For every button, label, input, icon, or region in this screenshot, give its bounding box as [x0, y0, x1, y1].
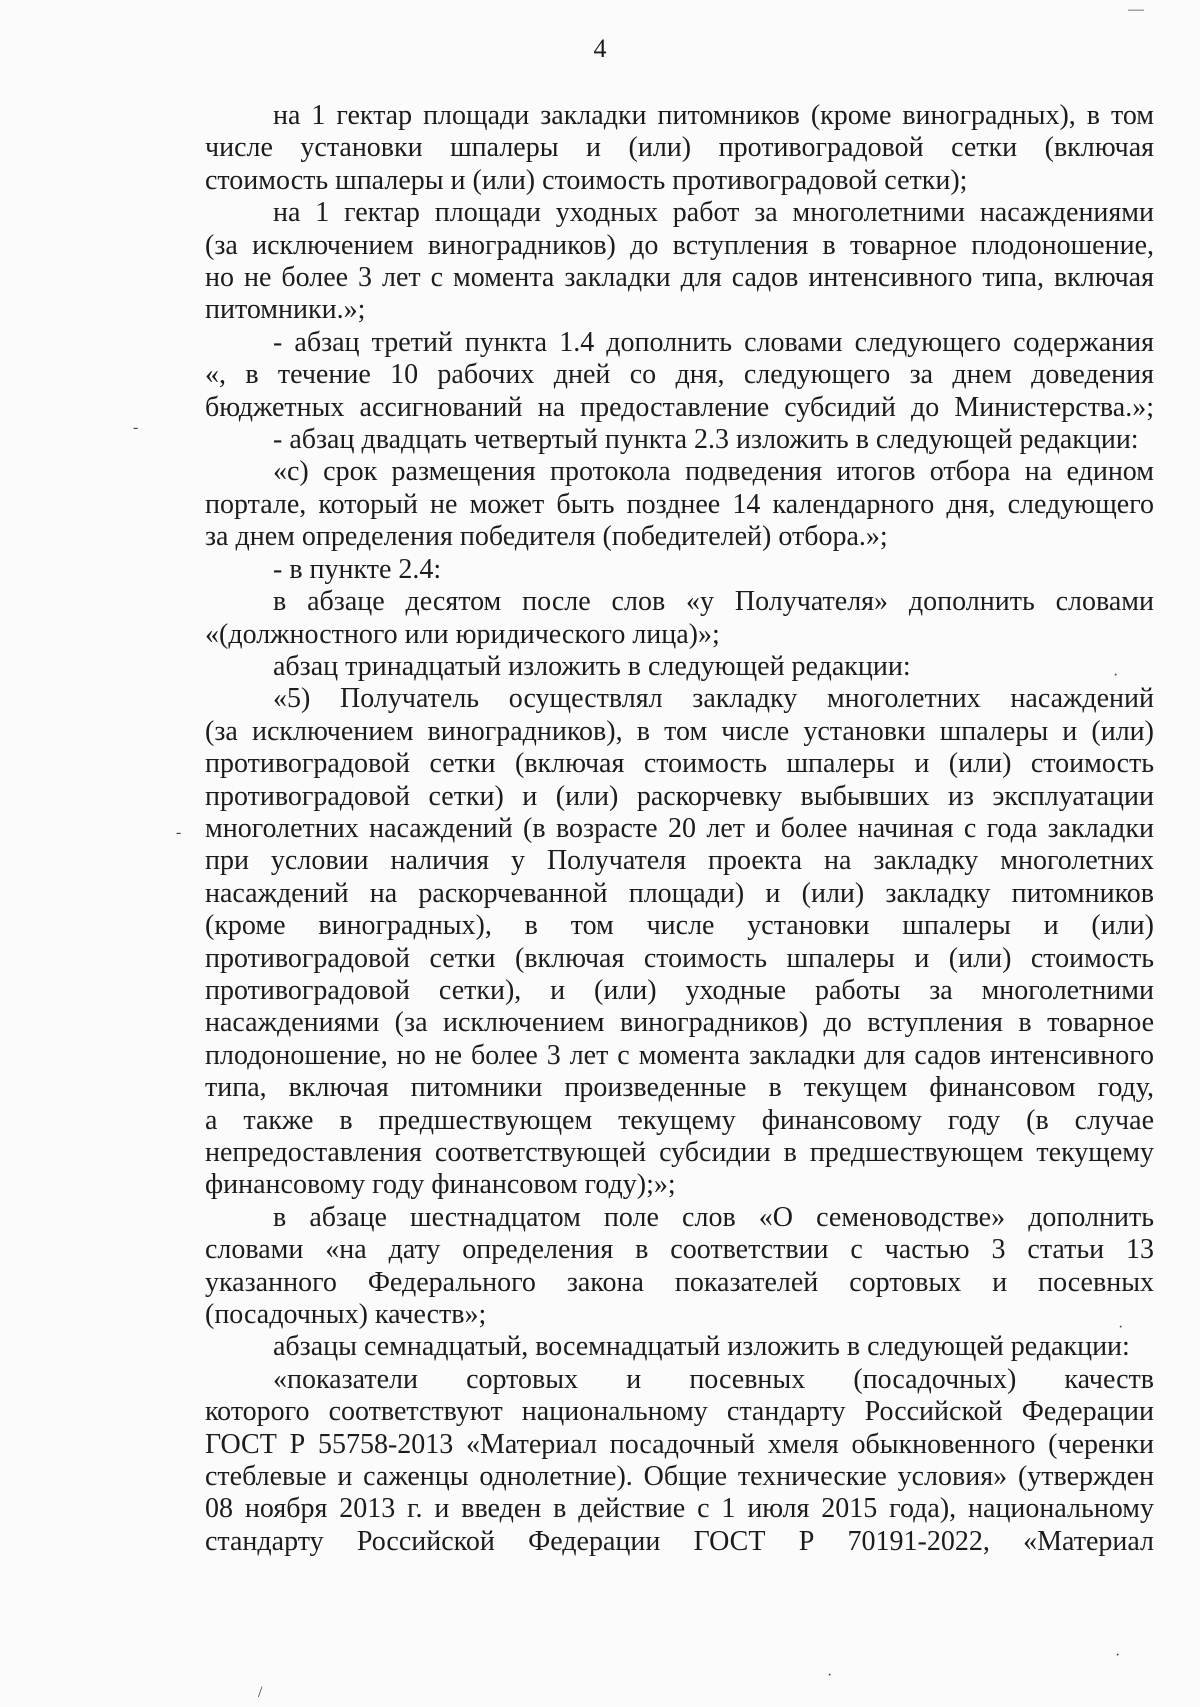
- text-line: насаждений на раскорчеванной площади) и (или) закладку питомников: [205, 877, 1154, 909]
- text-line: в абзаце десятом после слов «у Получателя» дополнить словами: [273, 586, 1154, 618]
- text-line: на 1 гектар площади уходных работ за многолетними насаждениями: [273, 197, 1154, 229]
- text-line: 08 ноября 2013 г. и введен в действие с 1 июля 2015 года), национальному: [205, 1493, 1154, 1525]
- text-line: но не более 3 лет с момента закладки для садов интенсивного типа, включая: [205, 262, 1154, 294]
- text-line: «, в течение 10 рабочих дней со дня, следующего за днем доведения: [205, 359, 1154, 391]
- text-line: указанного Федерального закона показателей сортовых и посевных: [205, 1266, 1154, 1298]
- text-line: противоградовой сетки (включая стоимость шпалеры и (или) стоимость: [205, 748, 1154, 780]
- text-line: плодоношение, но не более 3 лет с момента закладки для садов интенсивного: [205, 1039, 1154, 1071]
- scan-speck: ·: [1113, 667, 1119, 684]
- text-line: портале, который не может быть позднее 14 календарного дня, следующего: [205, 488, 1154, 520]
- document-body: [205, 100, 1154, 1558]
- scan-speck: —: [1128, 1, 1144, 18]
- scan-speck: ·: [1118, 1319, 1124, 1336]
- text-line: (посадочных) качеств»;: [205, 1299, 487, 1331]
- scan-speck: -: [176, 824, 182, 841]
- text-line: (за исключением виноградников), в том числе установки шпалеры и (или): [205, 715, 1154, 747]
- text-line: абзац тринадцатый изложить в следующей редакции:: [273, 650, 911, 682]
- text-line: - абзац двадцать четвертый пункта 2.3 изложить в следующей редакции:: [273, 424, 1139, 456]
- text-line: а также в предшествующем текущему финансовому году (в случае: [205, 1104, 1154, 1136]
- text-line: на 1 гектар площади закладки питомников (кроме виноградных), в том: [273, 100, 1154, 131]
- text-line: «с) срок размещения протокола подведения итогов отбора на едином: [273, 456, 1154, 488]
- text-line: питомники.»;: [205, 294, 366, 326]
- text-line: «5) Получатель осуществлял закладку многолетних насаждений: [273, 683, 1154, 715]
- text-line: (за исключением виноградников) до вступления в товарное плодоношение,: [205, 229, 1154, 261]
- text-line: стандарту Российской Федерации ГОСТ Р 70191-2022, «Материал: [205, 1525, 1154, 1557]
- text-line: за днем определения победителя (победителей) отбора.»;: [205, 521, 888, 553]
- text-line: словами «на дату определения в соответствии с частью 3 статьи 13: [205, 1234, 1154, 1266]
- text-line: которого соответствуют национальному стандарту Российской Федерации: [205, 1396, 1154, 1428]
- text-line: стоимость шпалеры и (или) стоимость противоградовой сетки);: [205, 164, 968, 196]
- scan-speck: ·: [827, 1667, 833, 1684]
- text-line: (кроме виноградных), в том числе установки шпалеры и (или): [205, 910, 1154, 942]
- text-line: в абзаце шестнадцатом поле слов «О семеноводстве» дополнить: [273, 1201, 1154, 1233]
- text-line: «показатели сортовых и посевных (посадочных) качеств: [273, 1363, 1154, 1395]
- scan-speck: /: [258, 1684, 263, 1701]
- text-line: - в пункте 2.4:: [273, 553, 442, 585]
- text-line: непредоставления соответствующей субсидии в предшествующем текущему: [205, 1137, 1154, 1168]
- text-line: насаждениями (за исключением виноградников) до вступления в товарное: [205, 1007, 1154, 1039]
- text-line: числе установки шпалеры и (или) противоградовой сетки (включая: [205, 132, 1154, 164]
- text-line: многолетних насаждений (в возрасте 20 лет и более начиная с года закладки: [205, 812, 1154, 844]
- page-number: 4: [593, 34, 607, 63]
- text-line: финансовому году финансовом году);»;: [205, 1169, 676, 1201]
- text-line: при условии наличия у Получателя проекта на закладку многолетних: [205, 845, 1154, 877]
- scan-speck: -: [133, 419, 139, 436]
- text-line: типа, включая питомники произведенные в текущем финансовом году,: [205, 1072, 1154, 1104]
- text-line: - абзац третий пункта 1.4 дополнить словами следующего содержания: [273, 326, 1154, 358]
- text-line: противоградовой сетки), и (или) уходные работы за многолетними: [205, 974, 1154, 1006]
- text-line: «(должностного или юридического лица)»;: [205, 618, 720, 650]
- text-line: бюджетных ассигнований на предоставление субсидий до Министерства.»;: [205, 391, 1154, 423]
- text-line: стеблевые и саженцы однолетние). Общие технические условия» (утвержден: [205, 1461, 1154, 1493]
- text-line: противоградовой сетки) и (или) раскорчевку выбывших из эксплуатации: [205, 780, 1154, 812]
- text-line: абзацы семнадцатый, восемнадцатый изложить в следующей редакции:: [273, 1331, 1130, 1363]
- text-line: ГОСТ Р 55758-2013 «Материал посадочный хмеля обыкновенного (черенки: [205, 1428, 1154, 1460]
- scan-speck: ·: [1115, 1647, 1121, 1664]
- text-line: противоградовой сетки (включая стоимость шпалеры и (или) стоимость: [205, 942, 1154, 974]
